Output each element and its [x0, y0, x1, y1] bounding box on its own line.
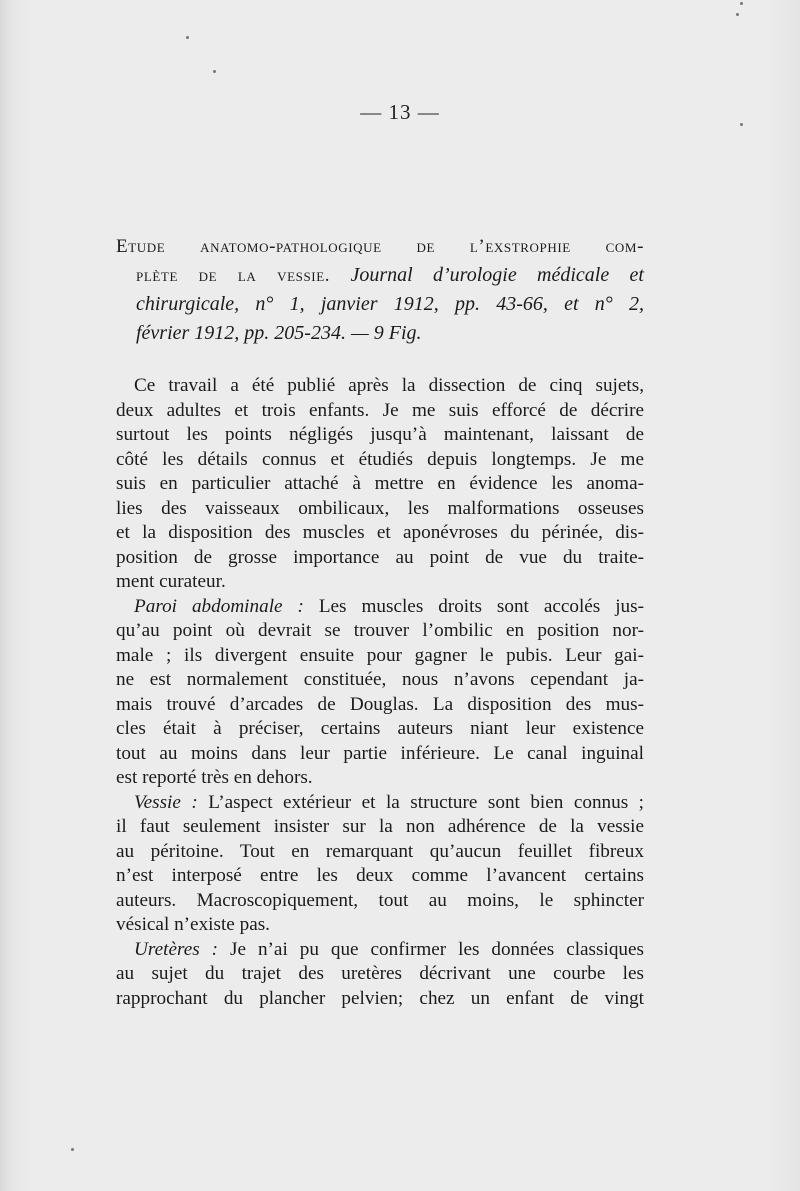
reference-title-end: plète de la vessie.	[136, 265, 331, 286]
text-line: Ce travail a été publié après la dissection de cinq sujets,	[134, 375, 644, 396]
journal-name: Journal d’urologie médicale et	[330, 264, 644, 286]
text-line: male ; ils divergent ensuite pour gagner le pubis. Leur gai-	[116, 644, 644, 666]
text-line: tout au moins dans leur partie inférieure. Le canal inguinal	[116, 742, 644, 764]
text-line: mais trouvé d’arcades de Douglas. La disposition des mus-	[116, 693, 644, 715]
body-text	[116, 374, 644, 1011]
reference-line-4: février 1912, pp. 205-234. — 9 Fig.	[136, 322, 422, 344]
page-number: — 13 —	[360, 100, 440, 124]
reference-line-2	[116, 261, 644, 290]
text-line: cles était à préciser, certains auteurs niant leur existence	[116, 718, 644, 739]
dust-speck	[186, 36, 189, 39]
text-line: position de grosse importance au point de vue du traite-	[116, 546, 644, 568]
text-line	[116, 595, 644, 620]
text-line: qu’au point où devrait se trouver l’ombilic en position nor-	[116, 620, 644, 641]
text-line: rapprochant du plancher pelvien; chez un enfant de vingt	[116, 987, 644, 1009]
text-line: au sujet du trajet des uretères décrivant une courbe les	[116, 963, 644, 984]
reference-title-line-1: Etude anatomo-pathologique de l’exstrophie com-	[116, 236, 644, 257]
text-line: il faut seulement insister sur la non adhérence de la vessie	[116, 816, 644, 837]
text-line	[116, 791, 644, 816]
text-line	[116, 938, 644, 963]
dust-speck	[71, 1148, 74, 1151]
text-line: auteurs. Macroscopiquement, tout au moins, le sphincter	[116, 889, 644, 911]
dust-speck	[736, 13, 739, 16]
section-heading-ureteres: Uretères :	[134, 938, 219, 960]
text-line: au péritoine. Tout en remarquant qu’aucun feuillet fibreux	[116, 840, 644, 862]
dust-speck	[740, 2, 743, 5]
dust-speck	[213, 70, 216, 73]
reference-line-3: chirurgicale, n° 1, janvier 1912, pp. 43-66, et n° 2,	[136, 293, 644, 315]
text-line: ne est normalement constituée, nous n’avons cependant ja-	[116, 669, 644, 690]
text-line: lies des vaisseaux ombilicaux, les malformations osseuses	[116, 497, 644, 519]
text-line: ment curateur.	[116, 571, 226, 592]
text-line-content: Je n’ai pu que confirmer les données classiques	[218, 938, 644, 960]
text-line-content: L’aspect extérieur et la structure sont bien connus ;	[197, 791, 645, 813]
text-line: vésical n’existe pas.	[116, 914, 270, 935]
text-line: n’est interposé entre les deux comme l’avancent certains	[116, 865, 644, 886]
bibliographic-reference	[116, 232, 644, 348]
text-line: côté les détails connus et étudiés depuis longtemps. Je me	[116, 448, 644, 470]
text-line: est reporté très en dehors.	[116, 767, 313, 788]
text-line: deux adultes et trois enfants. Je me suis efforcé de décrire	[116, 399, 644, 421]
text-line: et la disposition des muscles et aponévroses du périnée, dis-	[116, 522, 644, 543]
section-heading-vessie: Vessie :	[134, 791, 198, 813]
text-line: suis en particulier attaché à mettre en évidence les anoma-	[116, 473, 644, 494]
text-line-content: Les muscles droits sont accolés jus-	[303, 595, 644, 617]
section-heading-paroi-abdominale: Paroi abdominale :	[134, 595, 304, 617]
text-line: surtout les points négligés jusqu’à maintenant, laissant de	[116, 424, 644, 445]
